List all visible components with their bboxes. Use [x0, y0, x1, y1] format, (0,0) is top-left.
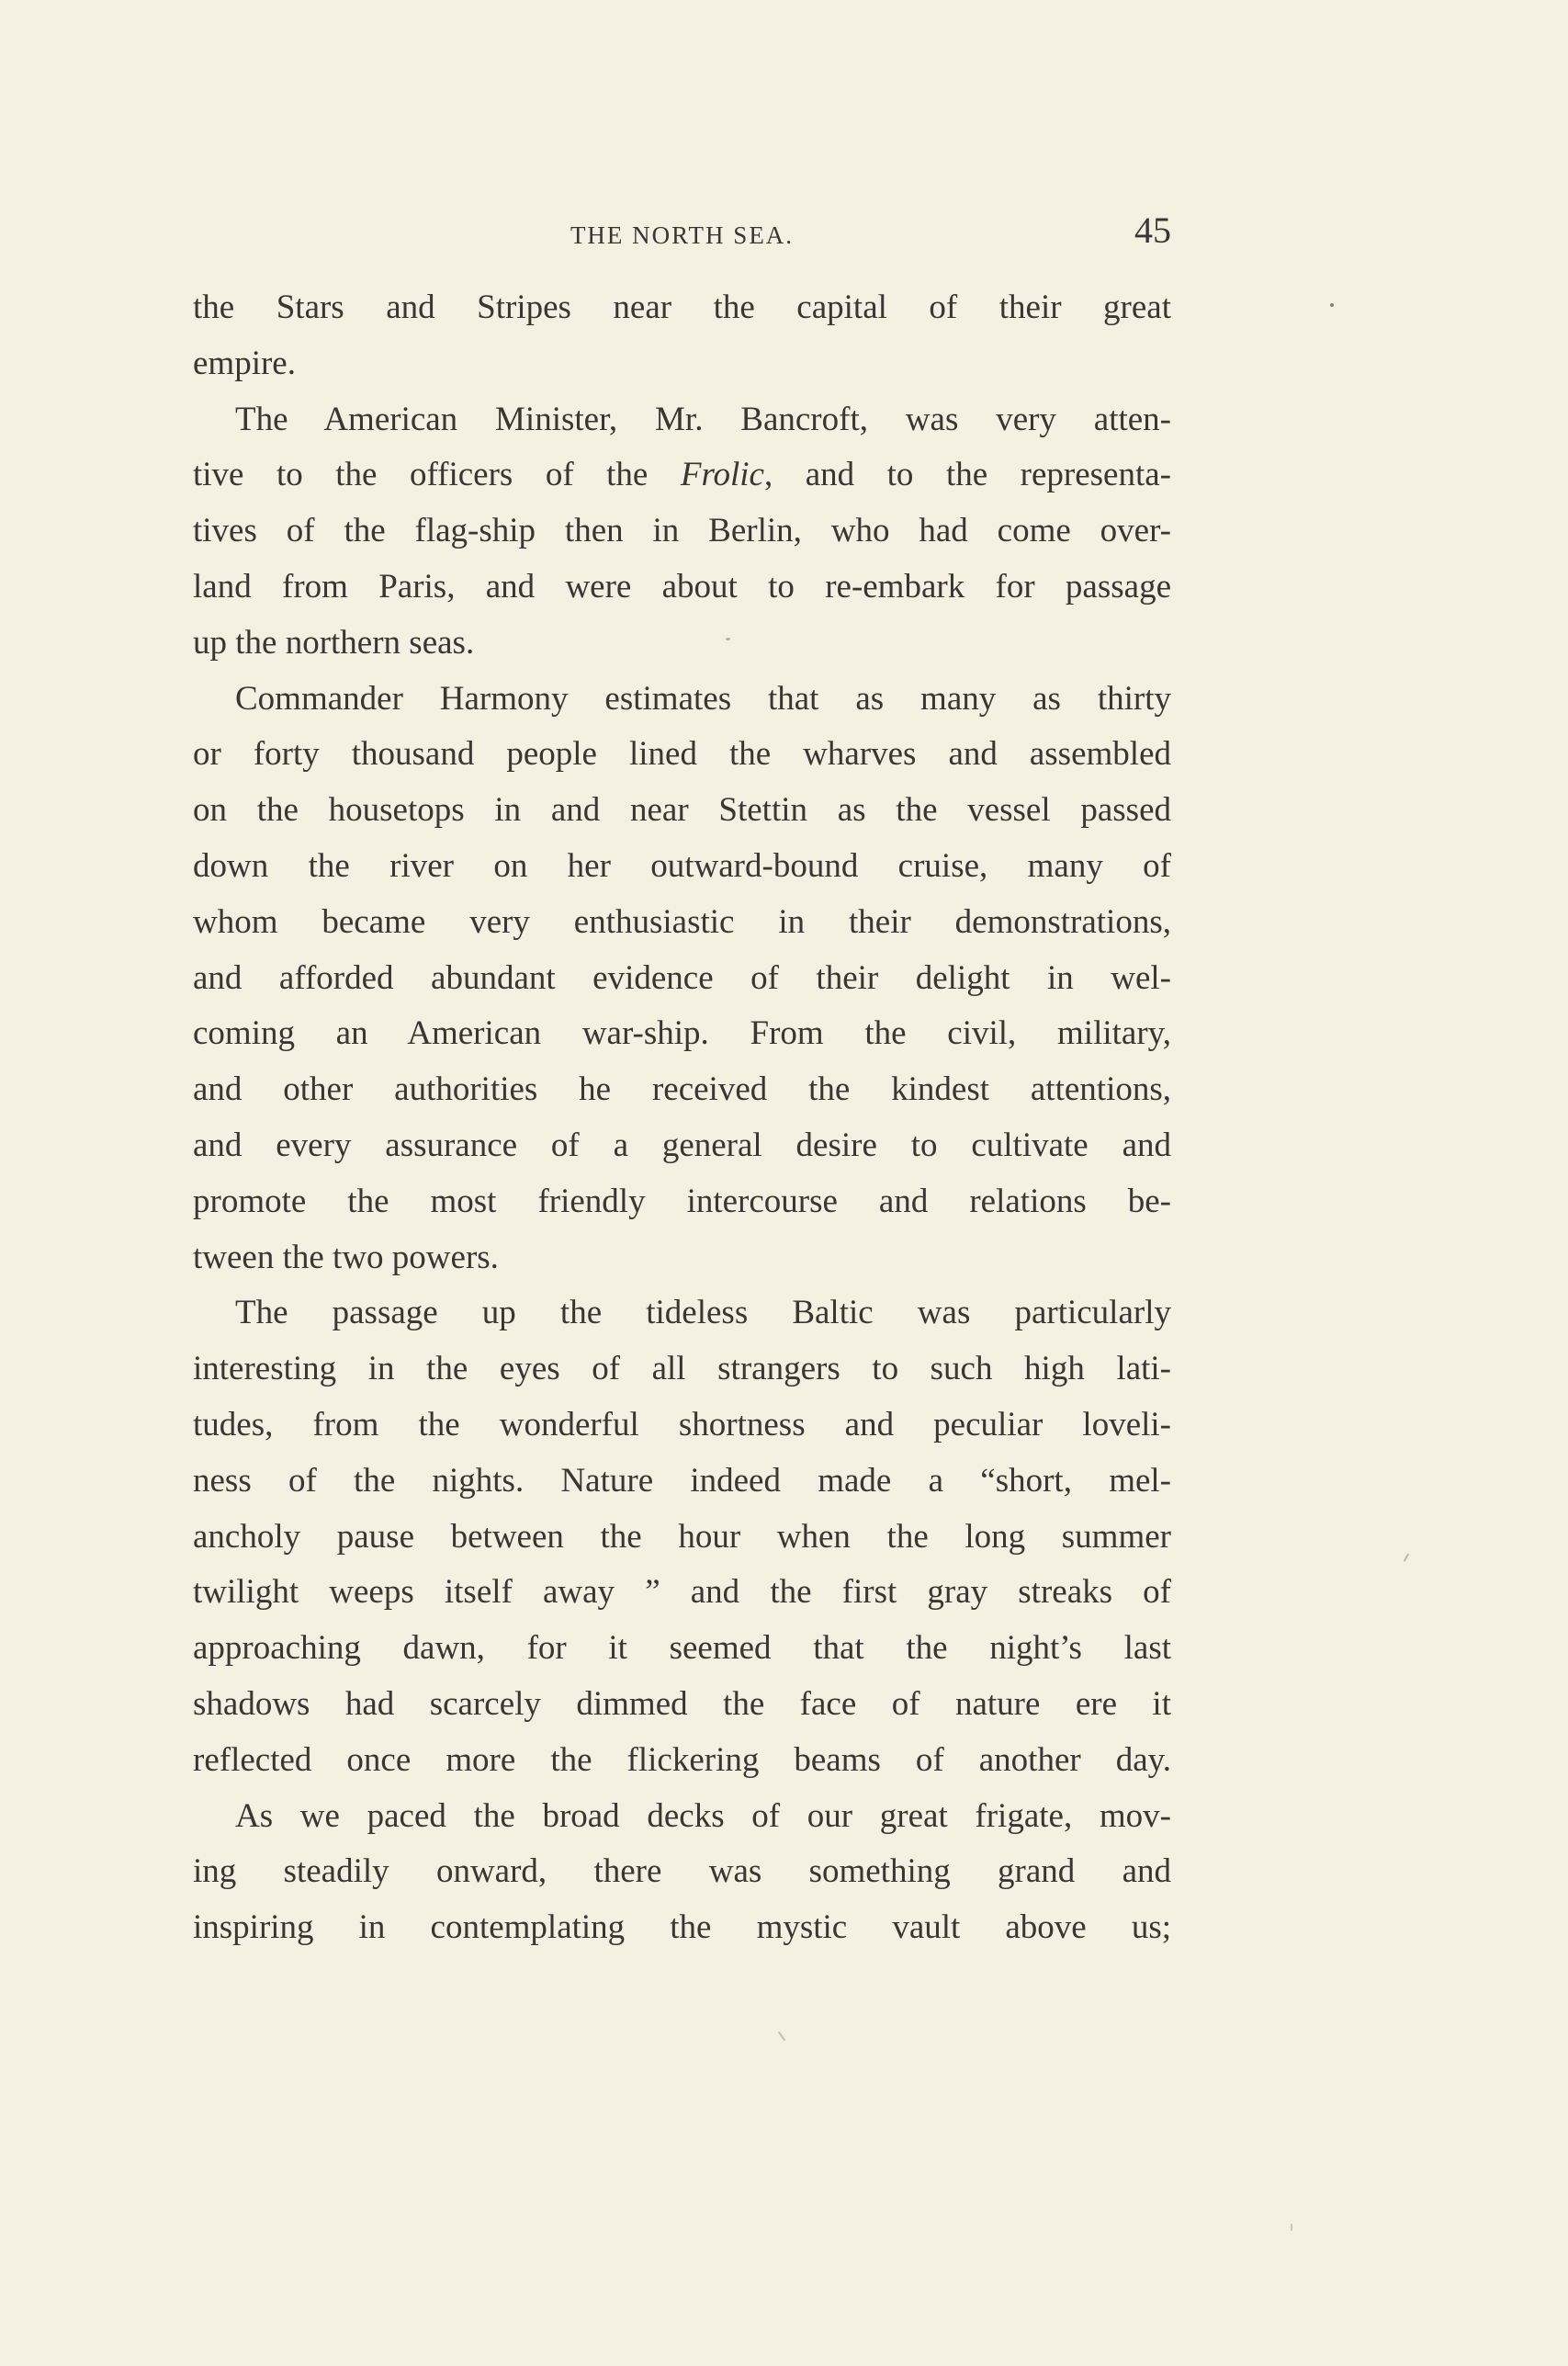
- text-line-end: , and to the representa-: [763, 456, 1171, 494]
- body-text: [193, 280, 1171, 1956]
- text-line: Commander Harmony estimates that as many as thirty: [235, 679, 1171, 718]
- text-line: ness of the nights. Nature indeed made a “short, mel-: [193, 1461, 1171, 1500]
- text-line: land from Paris, and were about to re-embark for passage: [193, 567, 1171, 606]
- text-line: and other authorities he received the kindest attentions,: [193, 1070, 1171, 1109]
- text-line: empire.: [193, 344, 296, 382]
- text-line: up the northern seas.: [193, 623, 475, 662]
- paper-speck: [778, 2032, 786, 2042]
- text-line: approaching dawn, for it seemed that the night’s last: [193, 1629, 1171, 1668]
- running-title: THE NORTH SEA.: [570, 221, 795, 249]
- text-line: or forty thousand people lined the wharves and assembled: [193, 735, 1171, 774]
- text-line: tween the two powers.: [193, 1238, 499, 1276]
- text-line: and every assurance of a general desire to cultivate and: [193, 1126, 1171, 1164]
- text-line: down the river on her outward-bound cruise, many of: [193, 846, 1171, 885]
- running-head: [193, 207, 1171, 262]
- text-line: promote the most friendly intercourse and relations be-: [193, 1182, 1171, 1220]
- text-line: twilight weeps itself away ” and the first gray streaks of: [193, 1573, 1171, 1612]
- paper-speck: [726, 638, 730, 640]
- text-line: on the housetops in and near Stettin as the vessel passed: [193, 791, 1171, 830]
- text-line: shadows had scarcely dimmed the face of nature ere it: [193, 1684, 1171, 1723]
- page-number: 45: [1134, 209, 1171, 251]
- paper-speck: [1291, 2224, 1292, 2231]
- text-line: whom became very enthusiastic in their demonstrations,: [193, 902, 1171, 941]
- text-line: and afforded abundant evidence of their delight in wel-: [193, 958, 1171, 997]
- paper-speck: [1404, 1553, 1410, 1562]
- text-line: [193, 447, 1171, 504]
- text-line: ancholy pause between the hour when the long summer: [193, 1517, 1171, 1556]
- text-line: the Stars and Stripes near the capital of their great: [193, 289, 1171, 326]
- text-line: tives of the flag-ship then in Berlin, who had come over-: [193, 512, 1171, 550]
- text-line: ing steadily onward, there was something grand and: [193, 1852, 1171, 1891]
- text-line: As we paced the broad decks of our great frigate, mov-: [235, 1796, 1171, 1835]
- text-line: reflected once more the flickering beams of another day.: [193, 1740, 1171, 1779]
- text-line: The passage up the tideless Baltic was particularly: [235, 1294, 1171, 1332]
- text-line: inspiring in contemplating the mystic vault above us;: [193, 1908, 1171, 1947]
- paper-speck: [1330, 303, 1334, 307]
- text-line: The American Minister, Mr. Bancroft, was very atten-: [235, 400, 1171, 438]
- text-line: interesting in the eyes of all strangers to such high lati-: [193, 1350, 1171, 1388]
- text-line: tudes, from the wonderful shortness and peculiar loveli-: [193, 1405, 1171, 1443]
- ship-name-italic: Frolic: [680, 456, 764, 494]
- text-line-start: tive to the officers of the: [193, 456, 681, 494]
- text-line: coming an American war-ship. From the civil, military,: [193, 1014, 1171, 1053]
